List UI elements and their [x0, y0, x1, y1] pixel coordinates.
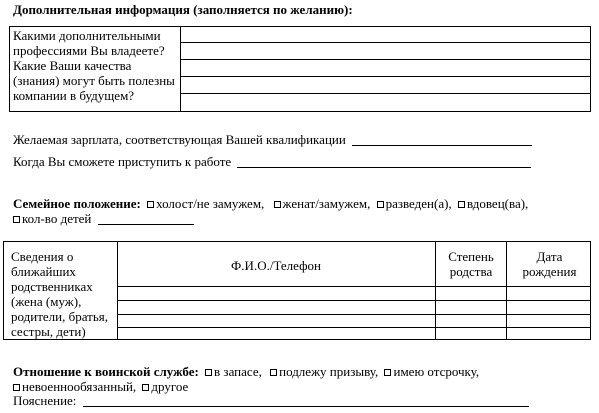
- answer-line-3[interactable]: [180, 76, 591, 77]
- checkbox-married[interactable]: [274, 201, 281, 208]
- option-single: холост/не замужем,: [156, 196, 265, 211]
- answer-line-4[interactable]: [180, 93, 591, 94]
- relatives-col-divider-3: [506, 241, 507, 340]
- section-heading: Дополнительная информация (заполняется по желанию):: [13, 2, 353, 17]
- explanation-row: [13, 393, 529, 408]
- checkbox-single[interactable]: [147, 201, 154, 208]
- option-other: другое: [151, 379, 189, 394]
- relatives-col-divider-2: [435, 241, 436, 340]
- professions-question: Какими дополнительными профессиями Вы владеете? Какие Ваши качества (знания) могут быть полезны компании в будущем?: [13, 28, 175, 103]
- checkbox-reserve[interactable]: [205, 369, 212, 376]
- option-deferment: имею отсрочку,: [393, 364, 480, 379]
- option-exempt: невоеннообязанный,: [22, 379, 137, 394]
- option-draft: подлежу призыву,: [279, 364, 379, 379]
- kids-field[interactable]: [98, 212, 194, 225]
- relatives-row-line-1[interactable]: [117, 286, 591, 287]
- checkbox-other[interactable]: [142, 384, 149, 391]
- checkbox-deferment[interactable]: [384, 369, 391, 376]
- military-row-2: [13, 379, 188, 394]
- start-field[interactable]: [237, 155, 531, 168]
- start-row: [13, 154, 531, 169]
- relatives-col-birth: Дата рождения: [522, 249, 577, 279]
- explanation-field[interactable]: [83, 394, 529, 407]
- salary-label: Желаемая зарплата, соответствующая Вашей квалификации: [13, 132, 346, 147]
- military-row: [13, 364, 479, 379]
- relatives-col-divider-1: [117, 241, 118, 340]
- salary-row: [13, 132, 532, 147]
- option-divorced: разведен(а),: [385, 196, 452, 211]
- salary-field[interactable]: [352, 133, 532, 146]
- start-label: Когда Вы сможете приступить к работе: [13, 154, 232, 169]
- professions-divider: [180, 26, 181, 112]
- kids-label: кол-во детей: [22, 211, 92, 226]
- answer-line-2[interactable]: [180, 59, 591, 60]
- checkbox-widowed[interactable]: [458, 201, 465, 208]
- checkbox-divorced[interactable]: [377, 201, 384, 208]
- family-row: [13, 196, 528, 211]
- relatives-row-line-2[interactable]: [117, 300, 591, 301]
- option-reserve: в запасе,: [214, 364, 262, 379]
- relatives-row-label: Сведения о ближайших родственниках (жена (муж), родители, братья, сестры, дети): [11, 249, 108, 339]
- relatives-row-line-3[interactable]: [117, 314, 591, 315]
- relatives-col-degree: Степень родства: [448, 249, 494, 279]
- option-widowed: вдовец(ва),: [466, 196, 529, 211]
- kids-row: [13, 211, 194, 226]
- military-label: Отношение к воинской службе:: [13, 364, 199, 379]
- relatives-col-name: Ф.И.О./Телефон: [231, 258, 321, 273]
- checkbox-kids[interactable]: [13, 216, 20, 223]
- option-married: женат/замужем,: [282, 196, 371, 211]
- checkbox-exempt[interactable]: [13, 384, 20, 391]
- relatives-row-line-4[interactable]: [117, 327, 591, 328]
- answer-line-1[interactable]: [180, 42, 591, 43]
- checkbox-draft[interactable]: [270, 369, 277, 376]
- family-label: Семейное положение:: [13, 196, 141, 211]
- explanation-label: Пояснение:: [13, 393, 77, 408]
